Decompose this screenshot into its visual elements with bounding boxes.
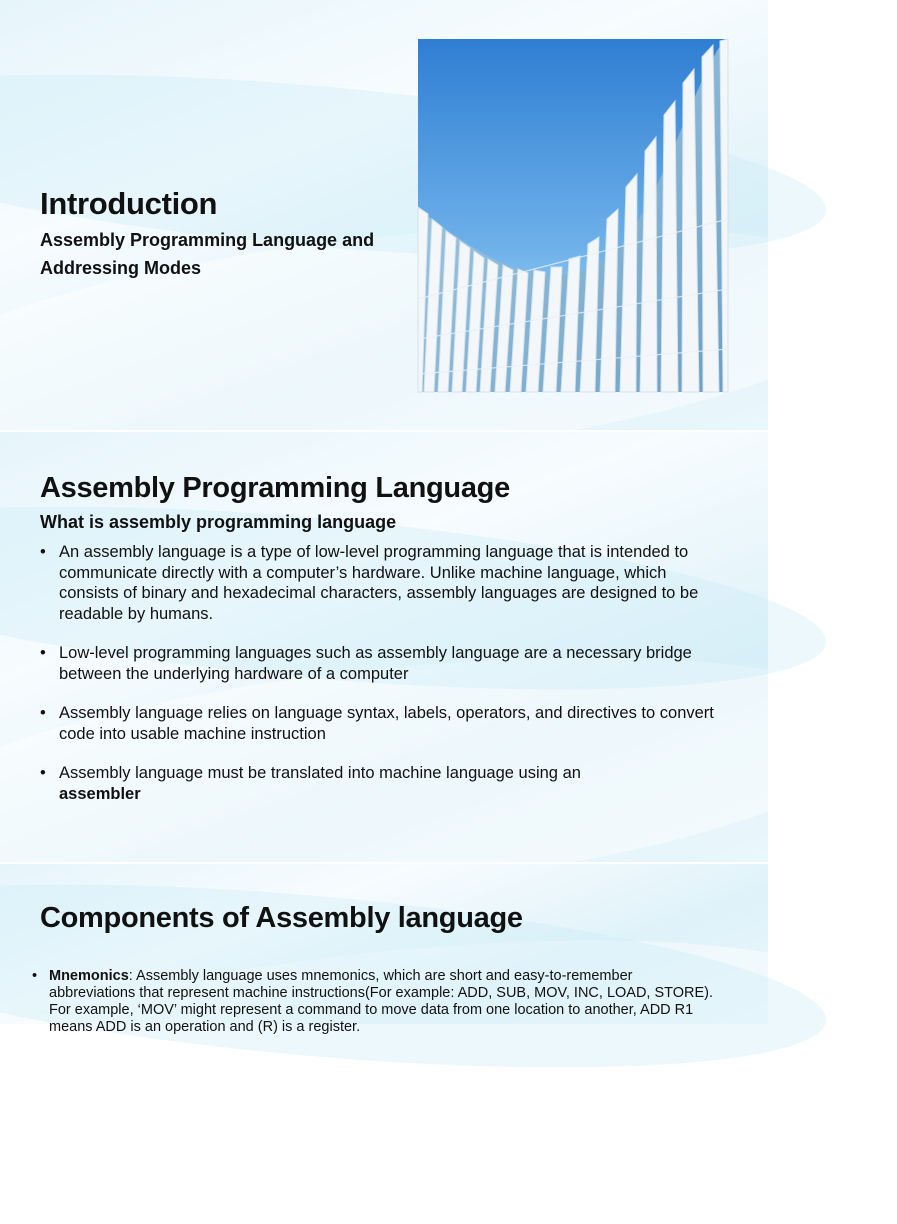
slide-subtitle: Assembly Programming Language and Addressing Modes <box>40 230 375 278</box>
bullet-marker: • <box>40 543 46 561</box>
bullet-marker: • <box>40 704 46 722</box>
slide-subtitle: What is assembly programming language <box>40 512 397 532</box>
slide-introduction <box>0 0 768 430</box>
bullet-emphasis: assembler <box>59 784 141 803</box>
list-item <box>40 703 720 744</box>
list-item <box>40 542 720 624</box>
bullet-marker: • <box>40 644 46 662</box>
list-item <box>40 763 720 804</box>
bullet-text: Assembly language relies on language syntax, labels, operators, and directives to convert code into usable machine instruction <box>59 704 714 743</box>
bullet-text: An assembly language is a type of low-level programming language that is intended to communicate directly with a computer’s hardware. Unlike machine language, which consists of binary and hexadecimal characters, assembly languages are designed to be readable by humans. <box>59 543 699 623</box>
slide-title: Assembly Programming Language <box>40 472 510 504</box>
slide-title: Introduction <box>40 186 218 221</box>
slide-assembly-programming-language <box>0 432 768 862</box>
slide-title: Components of Assembly language <box>40 902 523 934</box>
bullet-text: : Assembly language uses mnemonics, which are short and easy-to-remember abbreviations that represent machine instructions(For example: ADD, SUB, MOV, INC, LOAD, STORE). For example, ‘MOV’ might represent a command to move data from one location to another, ADD R1 means ADD is an operation and (R) is a register. <box>49 968 714 1035</box>
list-item <box>32 968 722 1036</box>
term-mnemonics: Mnemonics <box>49 968 129 984</box>
list-item <box>40 643 720 684</box>
bullet-text: Assembly language must be translated into machine language using an <box>59 764 581 782</box>
slide-components-of-assembly <box>0 864 768 1035</box>
bullet-list <box>32 968 722 1036</box>
bullet-marker: • <box>40 764 46 782</box>
architecture-photo <box>418 39 728 392</box>
bullet-marker: • <box>32 968 38 984</box>
bullet-list <box>40 542 720 823</box>
bullet-text: Low-level programming languages such as assembly language are a necessary bridge between the underlying hardware of a computer <box>59 644 692 683</box>
